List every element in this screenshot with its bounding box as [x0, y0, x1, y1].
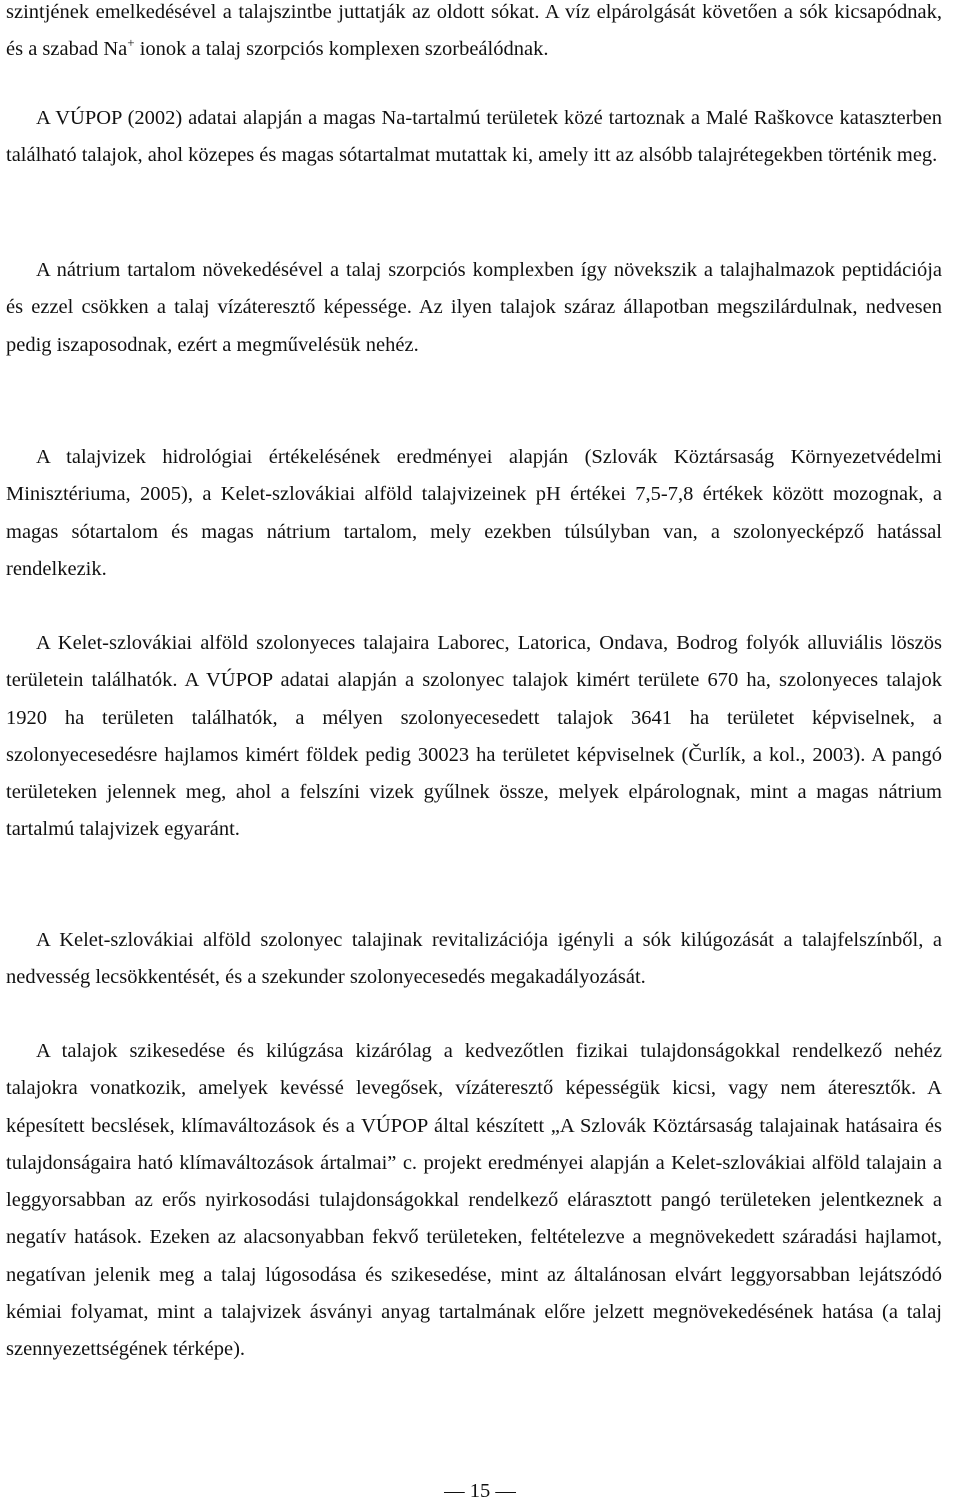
paragraph-6: A Kelet-szlovákiai alföld szolonyec talajinak revitalizációja igényli a sók kilúgozását a talajfelszínből, a nedvesség lecsökkentését, és a szekunder szolonyecesedés megakadályozását. [6, 929, 942, 989]
paragraph-5: A Kelet-szlovákiai alföld szolonyeces talajaira Laborec, Latorica, Ondava, Bodrog folyók alluviális löszös területein találhatók. A VÚPOP adatai alapján a szolonyec talajok kimért területe 670 ha, szolonyeces talajok 1920 ha területen találhatók, a mélyen szolonyecesedett talajok 3641 ha területet képviselnek, a szolonyecesedésre hajlamos kimért földek pedig 30023 ha területet képviselnek (Čurlík, a kol., 2003). A pangó területeken jelennek meg, ahol a felszíni vizek gyűlnek össze, melyek elpárolognak, mint a magas nátrium tartalmú talajvizek egyaránt. [6, 632, 942, 841]
paragraph-7: A talajok szikesedése és kilúgzása kizárólag a kedvezőtlen fizikai tulajdonságokkal rendelkező nehéz talajokra vonatkozik, amelyek kevéssé levegősek, vízáteresztő képességük kicsi, vagy nem áteresztők. A képesített becslések, klímaváltozások és a VÚPOP által készített „A Szlovák Köztársaság talajainak hatásaira és tulajdonságaira ható klímaváltozások ártalmai” c. projekt eredményei alapján a Kelet-szlovákiai alföld talajain a leggyorsabban az erős nyirkosodási tulajdonságokkal rendelkező elárasztott pangó területeken jelentkeznek a negatív hatások. Ezeken az alacsonyabban fekvő területeken, feltételezve a megnövekedett száradási hajlamot, negatívan jelenik meg a talaj lúgosodása és szikesedése, mint az általánosan elvárt leggyorsabban lejátszódó kémiai folyamat, mint a talajvizek ásványi anyag tartalmának előre jelzett megnövekedésének hatása (a talaj szennyezettségének térképe). [6, 1040, 942, 1361]
paragraph-1-text-end: ionok a talaj szorpciós komplexen szorbeálódnak. [134, 38, 549, 61]
paragraph-4: A talajvizek hidrológiai értékelésének eredményei alapján (Szlovák Köztársaság Környezetvédelmi Minisztériuma, 2005), a Kelet-szlovákiai alföld talajvizeinek pH értékei 7,5-7,8 értékek között mozognak, a magas sótartalom és magas nátrium tartalom, mely ezekben túlsúlyban van, a szolonyecképző hatással rendelkezik. [6, 446, 942, 580]
paragraph-1-text: szintjének emelkedésével a talajszintbe juttatják az oldott sókat. A víz elpárolgását követően a sók kicsapódnak, és a szabad Na [6, 1, 942, 61]
paragraph-1 [6, 0, 942, 69]
superscript-plus: + [127, 35, 135, 51]
page-number: — 15 — [444, 1480, 516, 1502]
paragraph-2: A VÚPOP (2002) adatai alapján a magas Na-tartalmú területek közé tartoznak a Malé Raškovce kataszterben található talajok, ahol közepes és magas sótartalmat mutattak ki, amely itt az alsóbb talajrétegekben történik meg. [6, 107, 942, 167]
paragraph-3: A nátrium tartalom növekedésével a talaj szorpciós komplexben így növekszik a talajhalmazok peptidációja és ezzel csökken a talaj vízáteresztő képessége. Az ilyen talajok száraz állapotban megszilárdulnak, nedvesen pedig iszaposodnak, ezért a megművelésük nehéz. [6, 259, 942, 356]
